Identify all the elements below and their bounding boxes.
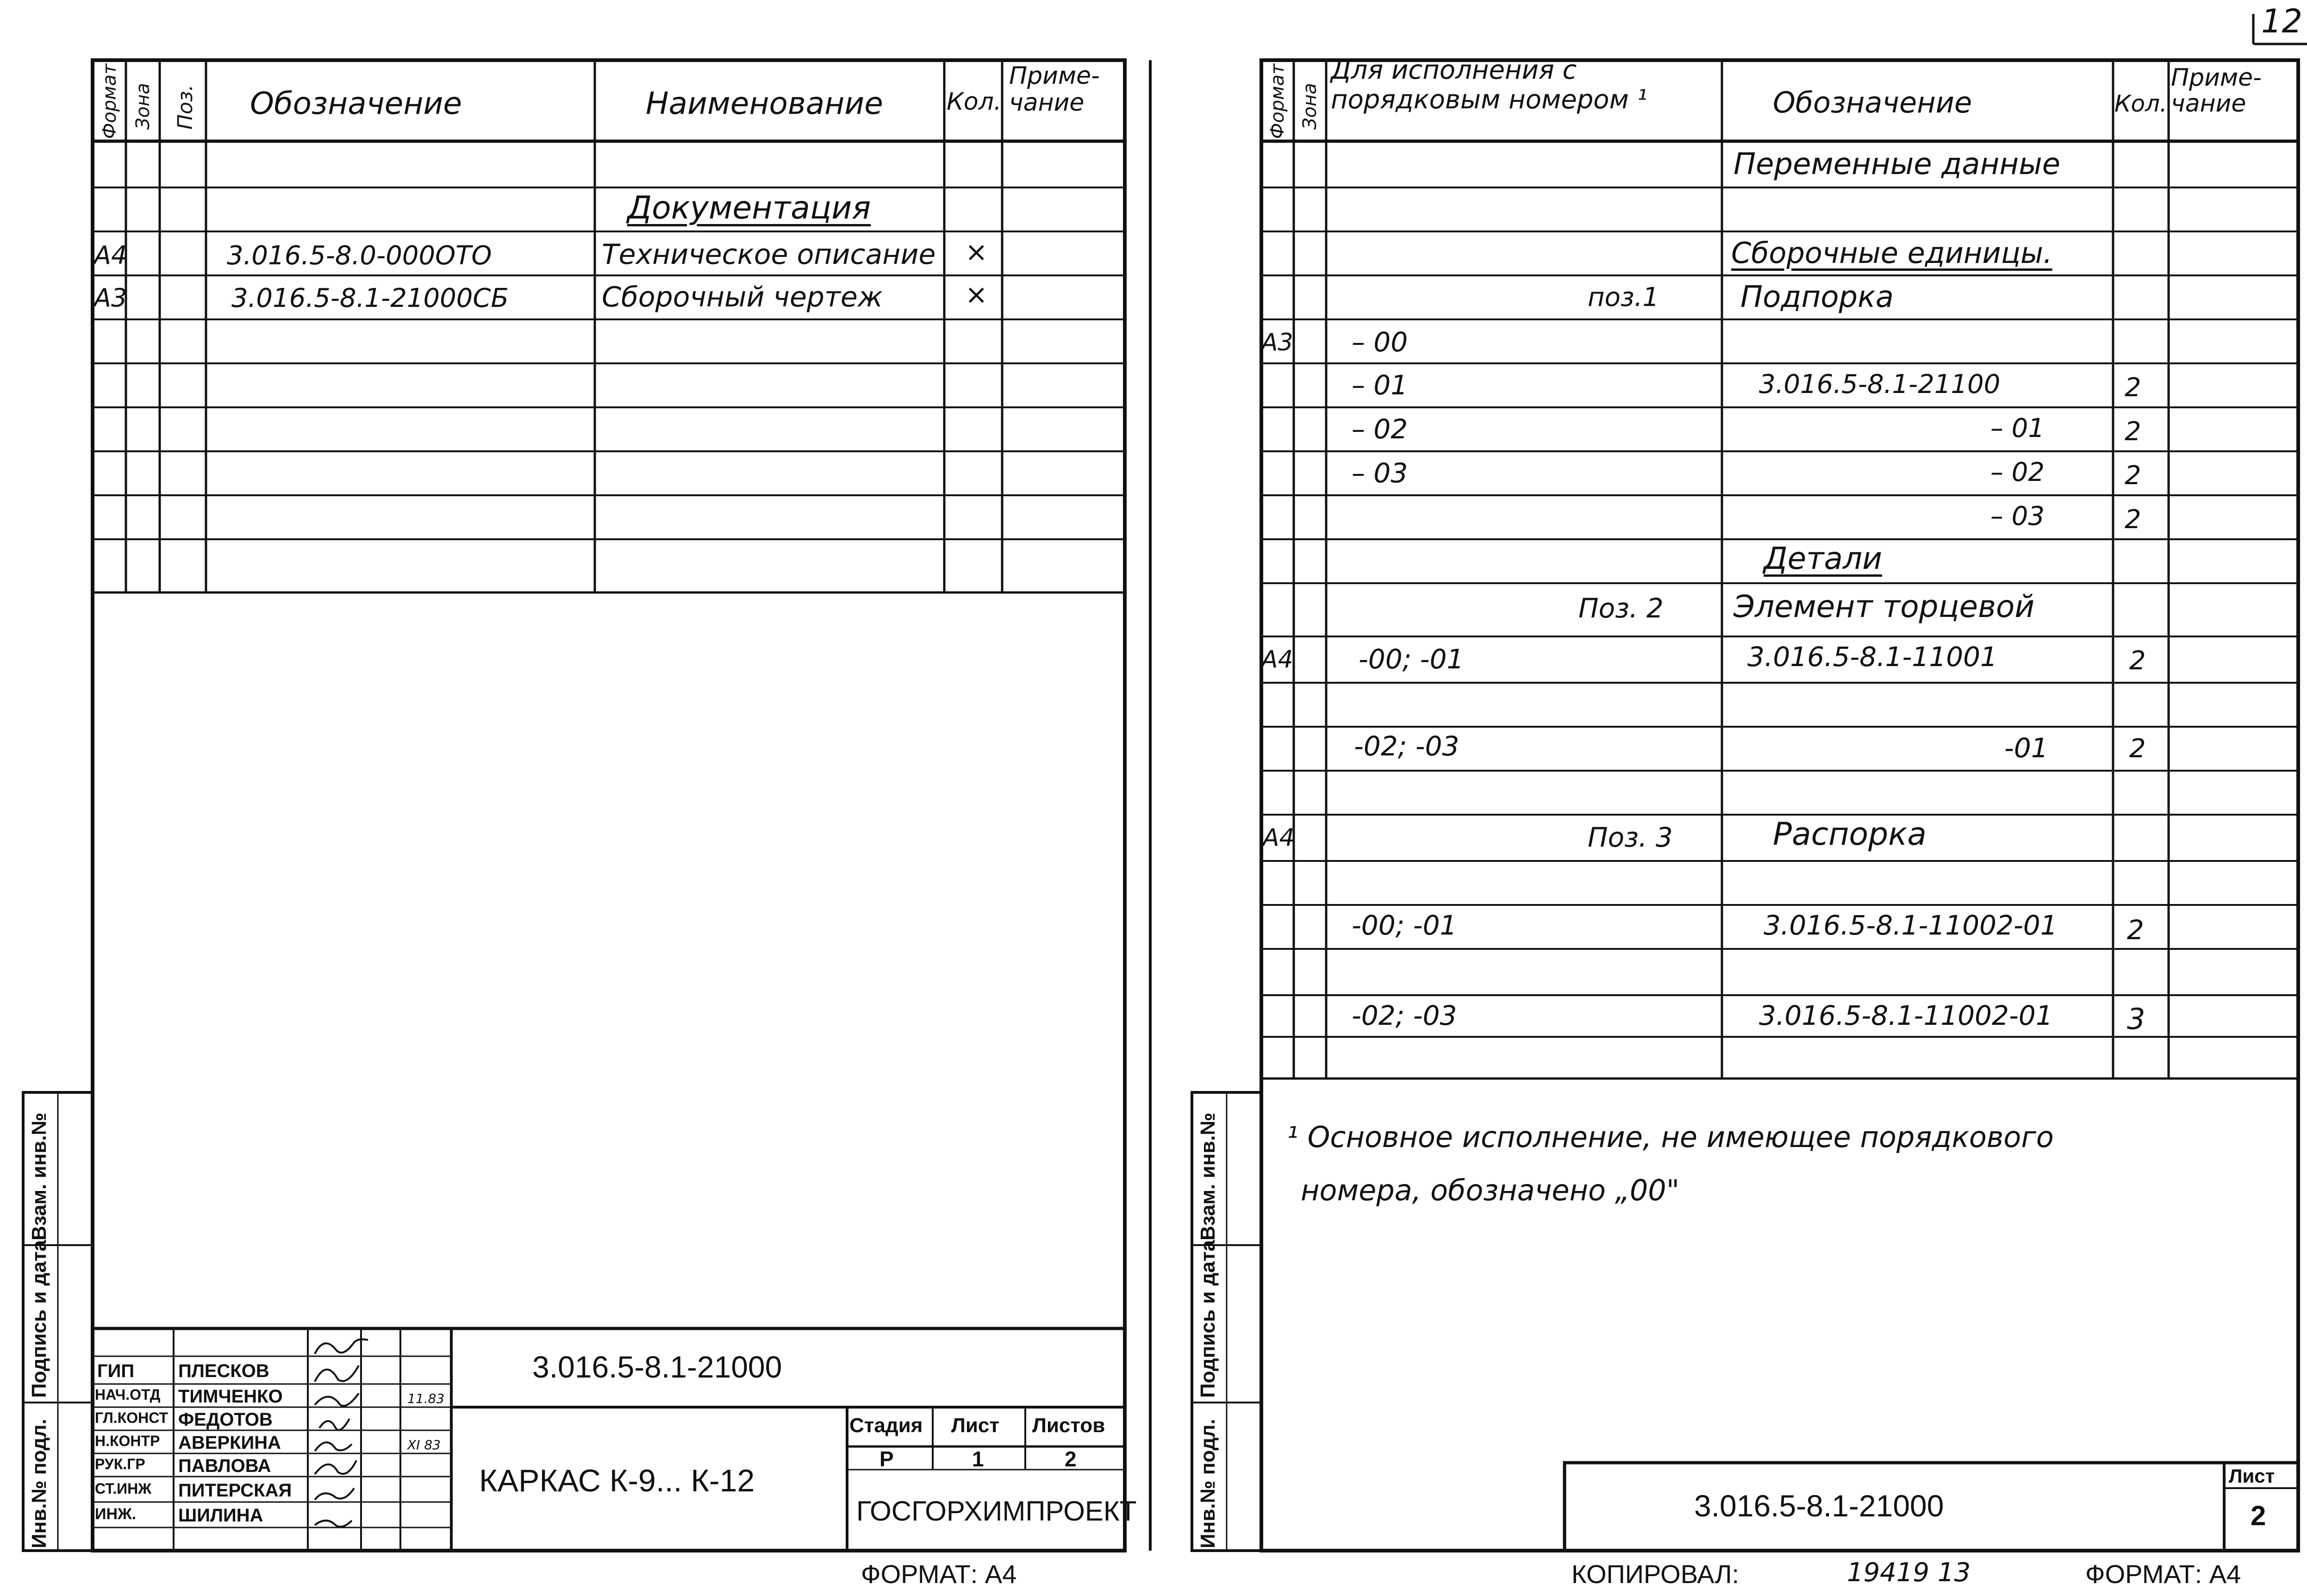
left-header-zone: Зона — [132, 83, 154, 130]
title-block-date-2: XI 83 — [407, 1437, 441, 1453]
title-block-sheets-header: Листов — [1032, 1414, 1105, 1437]
line-qty: 2 — [2125, 461, 2141, 491]
row-format: А3 — [94, 283, 127, 312]
left-header-note: Приме- чание — [1009, 62, 1100, 117]
row-format: А4 — [94, 241, 127, 270]
line-designation: Сборочные единицы. — [1731, 236, 2052, 270]
footnote-line-1: ¹ Основное исполнение, не имеющее порядкового — [1287, 1120, 2054, 1154]
line-format: А3 — [1261, 329, 1293, 356]
line-qty: 2 — [2129, 646, 2146, 676]
right-header-zone: Зона — [1299, 83, 1321, 130]
person-role: СТ.ИНЖ — [95, 1480, 152, 1497]
side-stamp-replace-inv: Взам. инв.№ — [28, 1112, 50, 1241]
line-variant: Поз. 2 — [1578, 592, 1664, 624]
person-role: ИНЖ. — [95, 1505, 137, 1523]
line-designation: – 02 — [1990, 457, 2045, 487]
row-name: Сборочный чертеж — [602, 281, 883, 313]
title-block-org: ГОСГОРХИМПРОЕКТ — [856, 1496, 1137, 1527]
line-variant: – 00 — [1352, 326, 1408, 358]
line-variant: -02; -03 — [1352, 1000, 1457, 1031]
line-designation: Переменные данные — [1733, 147, 2061, 181]
line-variant: – 01 — [1352, 369, 1408, 401]
person-name: ФЕДОТОВ — [178, 1409, 273, 1430]
right-format-label: ФОРМАТ: А4 — [2085, 1559, 2241, 1589]
line-qty: 2 — [2129, 734, 2146, 764]
person-name: ПИТЕРСКАЯ — [178, 1480, 292, 1501]
copied-label: КОПИРОВАЛ: — [1571, 1559, 1740, 1589]
side-stamp-inv-orig: Инв.№ подл. — [1197, 1419, 1219, 1548]
line-designation: 3.016.5-8.1-21100 — [1759, 369, 2001, 399]
right-header-designation: Обозначение — [1773, 86, 1972, 119]
person-role: НАЧ.ОТД — [95, 1386, 161, 1403]
line-variant: -02; -03 — [1354, 730, 1459, 762]
signature-scribbles — [315, 1339, 368, 1527]
line-designation: – 01 — [1990, 413, 2045, 443]
person-role: ГИП — [97, 1361, 135, 1381]
left-header-designation: Обозначение — [250, 86, 462, 121]
line-designation: -01 — [2004, 732, 2048, 764]
left-header-qty: Кол. — [947, 88, 1002, 116]
right-header-variant: Для исполнения с порядковым номером ¹ — [1331, 55, 1648, 115]
line-variant: Поз. 3 — [1588, 822, 1673, 853]
left-header-name: Наименование — [646, 86, 883, 121]
person-name: ПЛЕСКОВ — [178, 1361, 269, 1381]
title-block-date-1: 11.83 — [407, 1391, 445, 1406]
row-name: Техническое описание — [602, 238, 936, 271]
title-block-title: КАРКАС К-9... К-12 — [479, 1463, 755, 1498]
right-header-note: Приме- чание — [2171, 64, 2262, 118]
person-name: ТИМЧЕНКО — [178, 1386, 283, 1407]
title-block-sheet-header: Лист — [951, 1414, 999, 1437]
person-name: ШИЛИНА — [178, 1505, 263, 1526]
line-qty: 2 — [2125, 505, 2141, 535]
line-designation: 3.016.5-8.1-11001 — [1747, 641, 1997, 673]
line-designation: – 03 — [1990, 501, 2045, 531]
row-designation: 3.016.5-8.1-21000СБ — [231, 283, 509, 313]
line-variant: поз.1 — [1588, 282, 1659, 312]
right-header-qty: Кол. — [2114, 90, 2167, 117]
side-stamp-sign-date: Подпись и дата — [28, 1240, 50, 1398]
title-block-code: 3.016.5-8.1-21000 — [532, 1350, 782, 1384]
line-designation: 3.016.5-8.1-11002-01 — [1764, 910, 2058, 941]
title-block-stage-header: Стадия — [849, 1414, 923, 1437]
person-role: РУК.ГР — [95, 1456, 145, 1472]
left-header-format: Формат — [99, 63, 120, 139]
copied-number: 19419 13 — [1847, 1558, 1971, 1588]
row-designation: 3.016.5-8.0-000ОТО — [227, 241, 492, 271]
line-variant: -00; -01 — [1359, 643, 1464, 675]
line-variant: -00; -01 — [1352, 910, 1457, 941]
person-role: Н.КОНТР — [95, 1433, 160, 1449]
line-variant: – 03 — [1352, 457, 1408, 489]
person-name: АВЕРКИНА — [178, 1433, 281, 1453]
title-block-sheet-header: Лист — [2229, 1465, 2275, 1487]
title-block-sheet: 1 — [972, 1447, 984, 1471]
person-name: ПАВЛОВА — [178, 1456, 271, 1476]
side-stamp-replace-inv: Взам. инв.№ — [1197, 1112, 1219, 1241]
left-format-label: ФОРМАТ: А4 — [861, 1559, 1017, 1589]
side-stamp-sign-date: Подпись и дата — [1197, 1240, 1219, 1398]
line-format: А4 — [1261, 646, 1293, 673]
person-role: ГЛ.КОНСТ — [95, 1409, 168, 1426]
line-designation: Детали — [1764, 541, 1883, 576]
left-header-pos: Поз. — [174, 84, 197, 130]
row-qty: × — [965, 279, 988, 310]
page-number: 12 — [2261, 2, 2303, 40]
left-section-title: Документация — [627, 190, 871, 226]
line-designation: 3.016.5-8.1-11002-01 — [1759, 1000, 2053, 1031]
right-header-format: Формат — [1267, 63, 1288, 139]
title-block-sheets: 2 — [1065, 1447, 1077, 1471]
line-qty: 2 — [2127, 914, 2144, 946]
line-qty: 2 — [2125, 417, 2141, 447]
footnote-line-2: номера, обозначено „00" — [1301, 1173, 1680, 1207]
line-variant: – 02 — [1352, 413, 1408, 445]
line-designation: Элемент торцевой — [1733, 589, 2035, 624]
line-qty: 3 — [2127, 1002, 2145, 1036]
side-stamp-inv-orig: Инв.№ подл. — [28, 1419, 50, 1548]
row-qty: × — [965, 236, 988, 268]
title-block-sheet: 2 — [2251, 1500, 2266, 1531]
line-format: А4 — [1263, 824, 1295, 852]
line-qty: 2 — [2125, 373, 2141, 403]
line-designation: Подпорка — [1740, 280, 1894, 314]
title-block-stage: Р — [879, 1447, 894, 1471]
line-designation: Распорка — [1773, 816, 1927, 853]
title-block-code: 3.016.5-8.1-21000 — [1694, 1489, 1944, 1523]
